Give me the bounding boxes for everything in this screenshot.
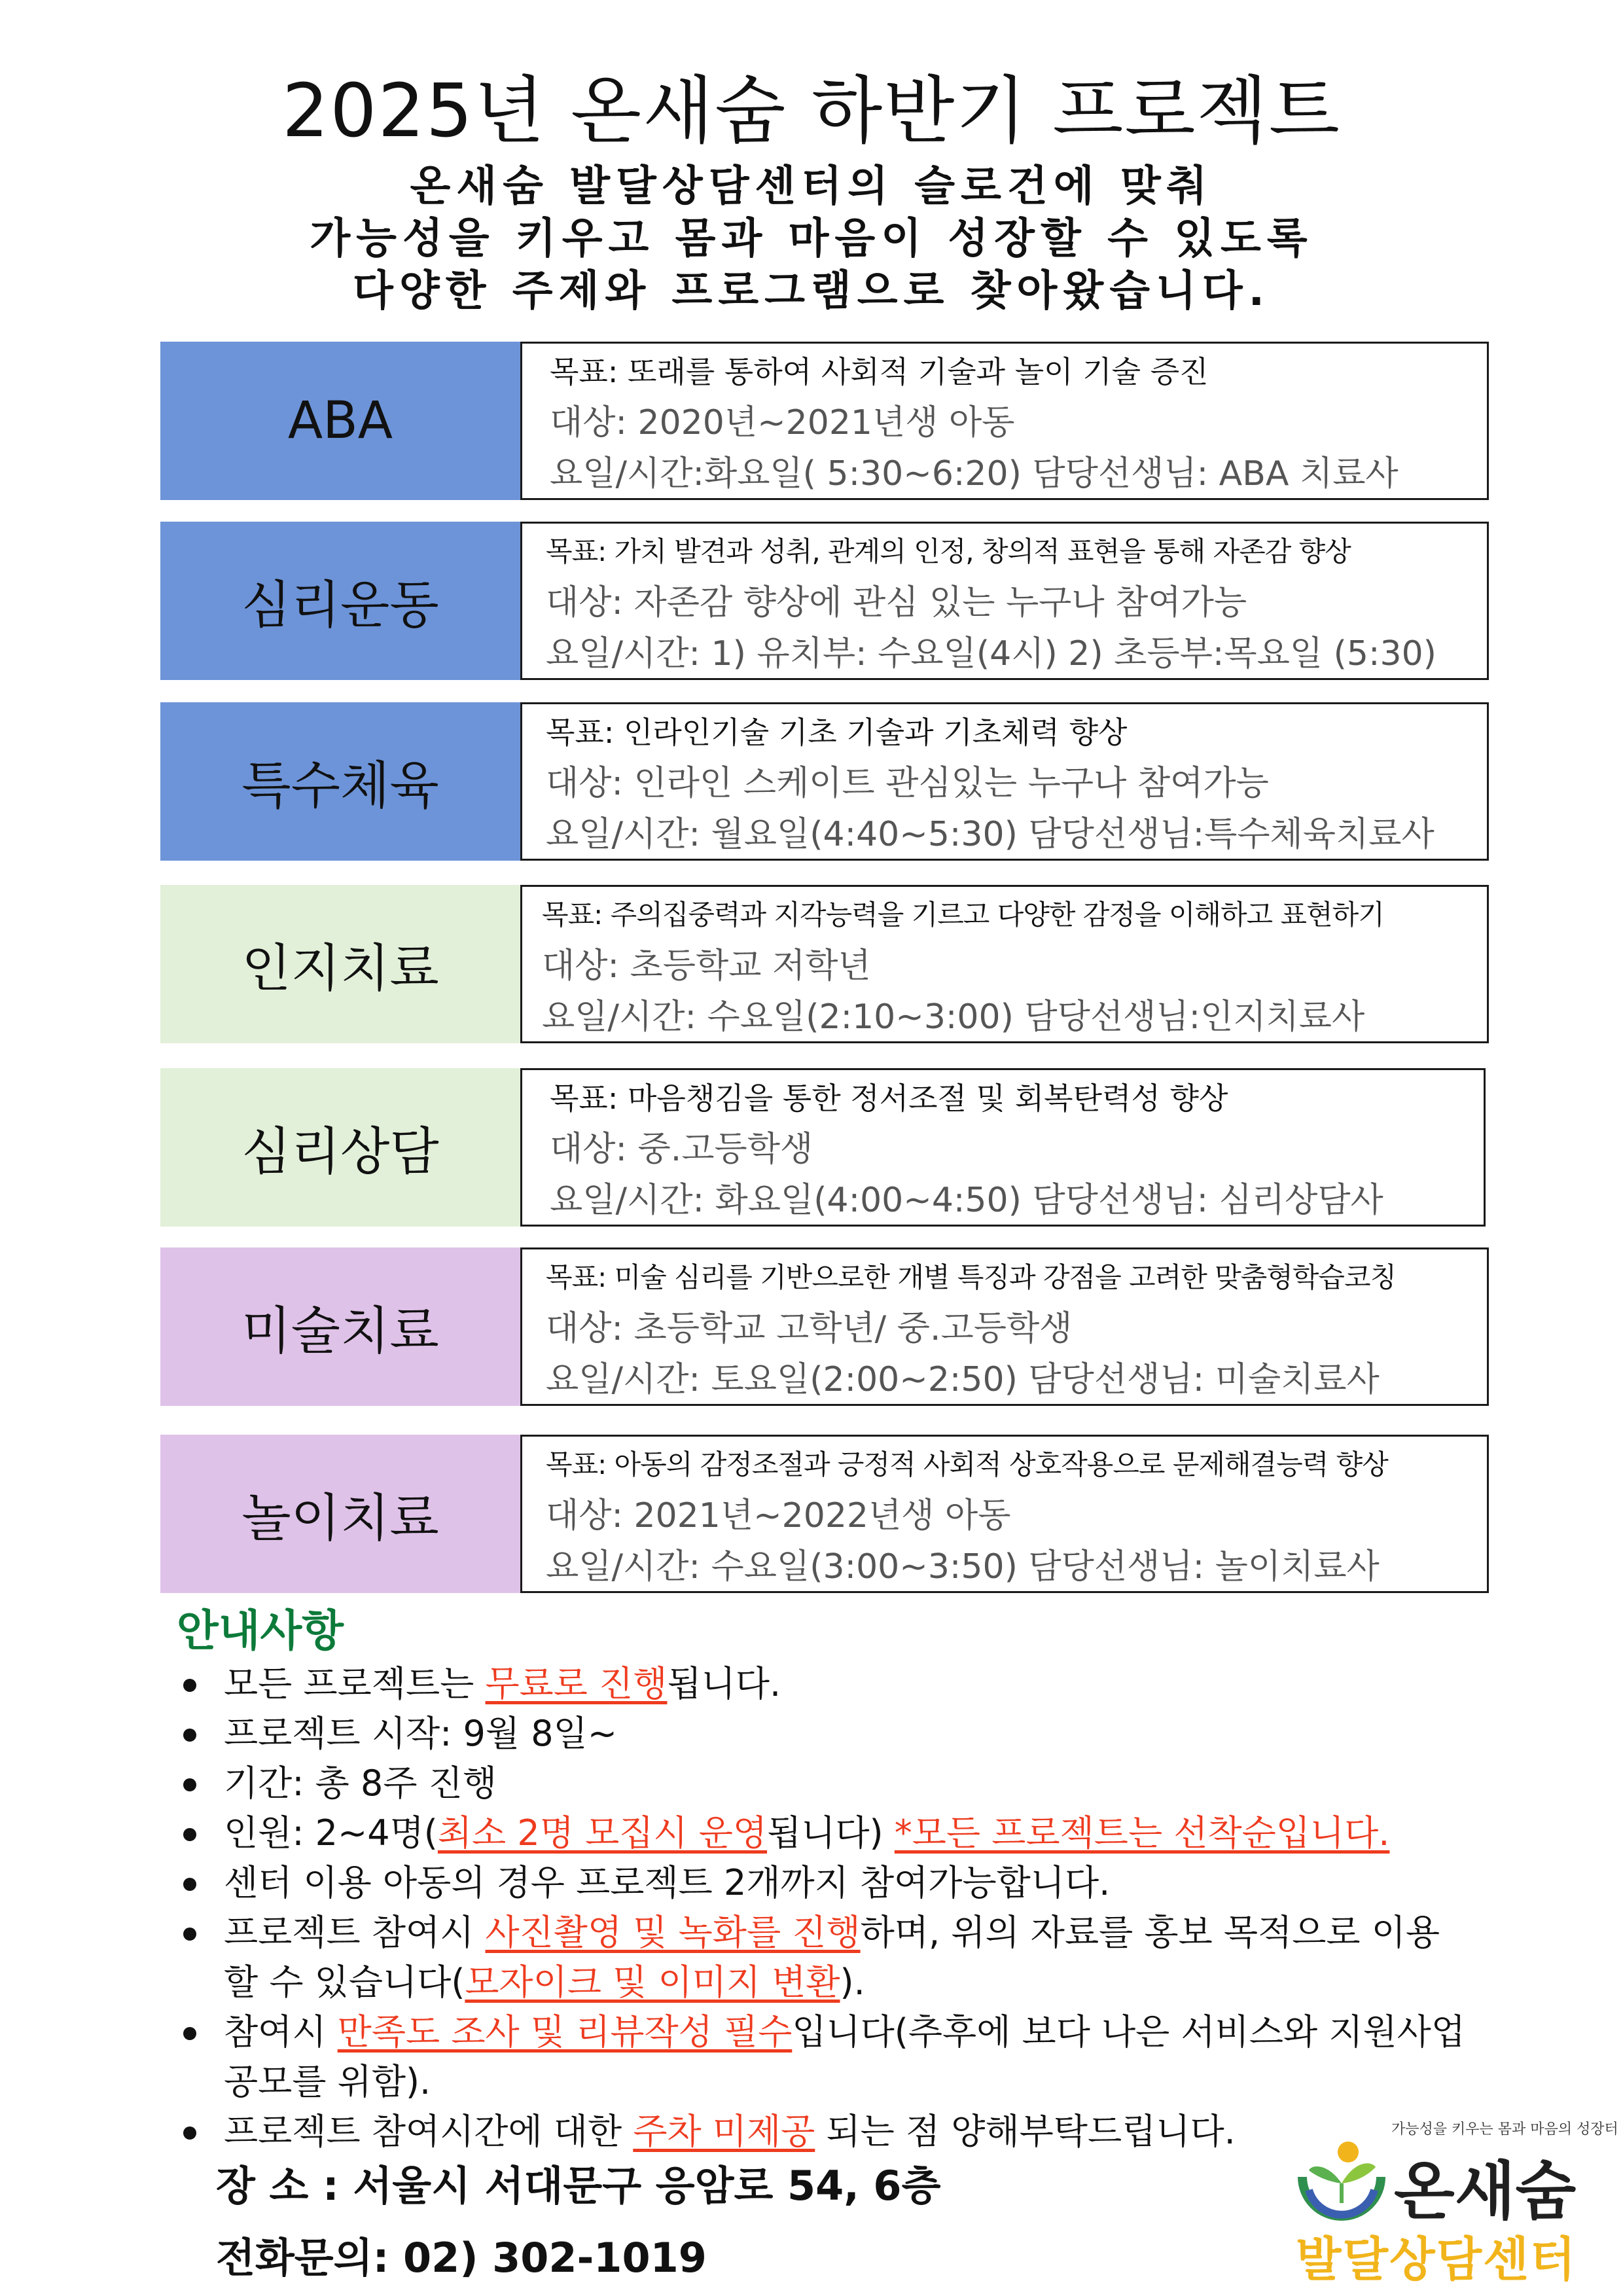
program-details <box>520 1435 1489 1593</box>
program-schedule: 요일/시간: 월요일(4:40~5:30) 담당선생님:특수체육치료사 <box>546 815 1435 854</box>
logo-tagline: 가능성을 키우는 몸과 마음의 성장터 <box>1391 2121 1618 2138</box>
program-goal: 목표: 인라인기술 기초 기술과 기초체력 향상 <box>546 715 1128 750</box>
program-goal: 목표: 미술 심리를 기반으로한 개별 특징과 강점을 고려한 맞춤형학습코칭 <box>546 1261 1397 1293</box>
notice-item: 모든 프로젝트는 무료로 진행됩니다. <box>177 1659 1472 1709</box>
program-play <box>160 1435 1489 1593</box>
program-schedule: 요일/시간:화요일( 5:30~6:20) 담당선생님: ABA 치료사 <box>550 454 1399 493</box>
program-name: 심리운동 <box>160 522 520 680</box>
program-goal: 목표: 가치 발견과 성취, 관계의 인정, 창의적 표현을 통해 자존감 향상 <box>546 535 1351 567</box>
program-name: 인지치료 <box>160 885 520 1043</box>
program-target: 대상: 중.고등학생 <box>550 1130 813 1169</box>
program-details <box>520 1068 1486 1227</box>
subtitle <box>0 160 1623 317</box>
program-name: 심리상담 <box>160 1068 520 1227</box>
program-goal: 목표: 또래를 통하여 사회적 기술과 놀이 기술 증진 <box>550 354 1209 389</box>
program-details <box>520 1247 1489 1406</box>
program-cognitive <box>160 885 1489 1043</box>
program-goal: 목표: 아동의 감정조절과 긍정적 사회적 상호작용으로 문제해결능력 향상 <box>546 1448 1388 1480</box>
subtitle-line: 가능성을 키우고 몸과 마음이 성장할 수 있도록 <box>310 215 1313 263</box>
program-target: 대상: 인라인 스케이트 관심있는 누구나 참여가능 <box>546 764 1269 803</box>
center-logo <box>1283 2118 1618 2287</box>
logo-name: 온새숨 <box>1394 2155 1577 2228</box>
subtitle-line: 다양한 주제와 프로그램으로 찾아왔습니다. <box>353 267 1270 315</box>
program-details <box>520 702 1489 861</box>
notice-item: 프로젝트 시작: 9월 8일~ <box>177 1709 1472 1759</box>
program-schedule: 요일/시간: 화요일(4:00~4:50) 담당선생님: 심리상담사 <box>550 1181 1383 1220</box>
notice-title: 안내사항 <box>177 1605 344 1656</box>
subtitle-line: 온새숨 발달상담센터의 슬로건에 맞춰 <box>410 162 1213 211</box>
notice-item: 인원: 2~4명(최소 2명 모집시 운영됩니다) *모든 프로젝트는 선착순입니다. <box>177 1808 1472 1858</box>
program-name: 특수체육 <box>160 702 520 861</box>
sprout-logo-icon <box>1283 2131 1394 2223</box>
logo-sub: 발달상담센터 <box>1296 2232 1577 2287</box>
program-schedule: 요일/시간: 수요일(3:00~3:50) 담당선생님: 놀이치료사 <box>546 1547 1380 1587</box>
program-name: ABA <box>160 342 520 500</box>
program-schedule: 요일/시간: 1) 유치부: 수요일(4시) 2) 초등부:목요일 (5:30) <box>546 634 1436 673</box>
program-aba <box>160 342 1489 500</box>
notice-item: 센터 이용 아동의 경우 프로젝트 2개까지 참여가능합니다. <box>177 1858 1472 1908</box>
notice-item: 참여시 만족도 조사 및 리뷰작성 필수입니다(추후에 보다 나은 서비스와 지원사업 공모를 위함). <box>177 2007 1472 2107</box>
program-name: 놀이치료 <box>160 1435 520 1593</box>
program-goal: 목표: 주의집중력과 지각능력을 기르고 다양한 감정을 이해하고 표현하기 <box>542 899 1384 931</box>
notice-item: 프로젝트 참여시 사진촬영 및 녹화를 진행하며, 위의 자료를 홍보 목적으로 이용할 수 있습니다(모자이크 및 이미지 변환). <box>177 1908 1472 2007</box>
address: 장 소 : 서울시 서대문구 응암로 54, 6층 <box>216 2162 941 2210</box>
program-schedule: 요일/시간: 토요일(2:00~2:50) 담당선생님: 미술치료사 <box>546 1360 1380 1399</box>
notice-item: 기간: 총 8주 진행 <box>177 1759 1472 1808</box>
program-psychomotor <box>160 522 1489 680</box>
program-target: 대상: 2020년~2021년생 아동 <box>550 403 1015 442</box>
program-art <box>160 1247 1489 1406</box>
program-name: 미술치료 <box>160 1247 520 1406</box>
program-target: 대상: 2021년~2022년생 아동 <box>546 1496 1011 1535</box>
program-special-pe <box>160 702 1489 861</box>
program-schedule: 요일/시간: 수요일(2:10~3:00) 담당선생님:인지치료사 <box>542 997 1365 1037</box>
program-target: 대상: 초등학교 저학년 <box>542 946 871 986</box>
page-title: 2025년 온새숨 하반기 프로젝트 <box>282 69 1341 154</box>
program-details <box>520 885 1489 1043</box>
notice-item: 프로젝트 참여시간에 대한 주차 미제공 되는 점 양해부탁드립니다. <box>177 2107 1472 2157</box>
program-details <box>520 522 1489 680</box>
program-counseling <box>160 1068 1486 1227</box>
program-target: 대상: 자존감 향상에 관심 있는 누구나 참여가능 <box>546 583 1247 622</box>
program-target: 대상: 초등학교 고학년/ 중.고등학생 <box>546 1309 1073 1348</box>
program-details <box>520 342 1489 500</box>
notice-list <box>177 1659 1472 2157</box>
program-goal: 목표: 마음챙김을 통한 정서조절 및 회복탄력성 향상 <box>550 1081 1228 1116</box>
phone: 전화문의: 02) 302-1019 <box>216 2234 707 2282</box>
